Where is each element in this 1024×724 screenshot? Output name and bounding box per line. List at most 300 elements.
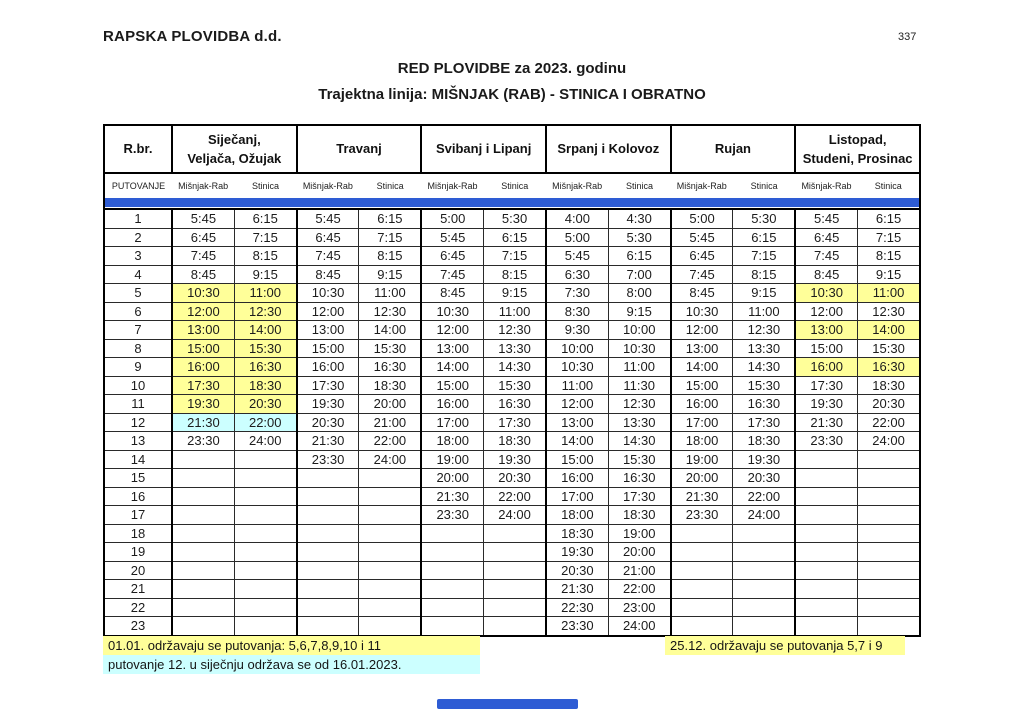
time-cell: 8:45 [297,265,359,284]
timetable-row [104,487,920,506]
direction-column-header: Mišnjak-Rab [676,180,727,191]
time-cell: 9:15 [359,265,421,284]
header-separator-bar [105,198,919,207]
time-cell [234,524,296,543]
time-cell: 23:30 [671,506,733,525]
time-cell [172,487,234,506]
time-cell: 15:30 [858,339,920,358]
time-cell [172,598,234,617]
time-cell: 6:15 [484,228,546,247]
time-cell: 6:15 [733,228,795,247]
timetable-row [104,450,920,469]
time-cell: 17:00 [546,487,608,506]
time-cell [795,617,857,636]
time-cell [421,561,483,580]
timetable-row [104,524,920,543]
time-cell: 12:30 [858,302,920,321]
time-cell: 17:30 [484,413,546,432]
direction-column-header: Stinica [750,180,778,191]
time-cell [359,506,421,525]
time-cell: 24:00 [234,432,296,451]
time-cell: 17:30 [297,376,359,395]
time-cell: 12:30 [234,302,296,321]
month-group-header: Travanj [297,125,422,173]
time-cell: 8:45 [421,284,483,303]
time-cell [671,561,733,580]
time-cell: 22:00 [608,580,670,599]
time-cell: 16:30 [359,358,421,377]
trip-number-cell: 2 [104,228,172,247]
time-cell [297,506,359,525]
time-cell: 15:30 [608,450,670,469]
note-trip-12: putovanje 12. u siječnju održava se od 16.01.2023. [103,655,480,674]
time-cell: 7:30 [546,284,608,303]
trip-number-cell: 3 [104,247,172,266]
time-cell [795,580,857,599]
time-cell: 13:30 [733,339,795,358]
time-cell [234,598,296,617]
time-cell: 18:30 [858,376,920,395]
time-cell [484,524,546,543]
note-december-25th: 25.12. održavaju se putovanja 5,7 i 9 [665,636,905,655]
time-cell: 5:45 [546,247,608,266]
time-cell: 22:00 [359,432,421,451]
time-cell: 5:00 [671,209,733,228]
time-cell: 8:45 [795,265,857,284]
time-cell: 12:00 [546,395,608,414]
time-cell: 20:30 [733,469,795,488]
time-cell [172,469,234,488]
time-cell: 9:15 [858,265,920,284]
time-cell: 6:45 [795,228,857,247]
time-cell: 20:30 [546,561,608,580]
time-cell [671,617,733,636]
time-cell: 9:30 [546,321,608,340]
time-cell: 6:15 [858,209,920,228]
time-cell: 15:30 [484,376,546,395]
time-cell: 5:30 [733,209,795,228]
time-cell [858,487,920,506]
time-cell: 20:30 [484,469,546,488]
time-cell: 16:00 [795,358,857,377]
time-cell [172,580,234,599]
time-cell: 15:00 [421,376,483,395]
time-cell: 23:30 [795,432,857,451]
time-cell [172,524,234,543]
time-cell: 10:30 [795,284,857,303]
month-group-header: Rujan [671,125,796,173]
time-cell [484,561,546,580]
direction-column-header: Mišnjak-Rab [552,180,603,191]
time-cell: 23:30 [421,506,483,525]
time-cell: 24:00 [359,450,421,469]
time-cell: 17:00 [671,413,733,432]
direction-column-header: Stinica [625,180,653,191]
time-cell: 21:30 [795,413,857,432]
header-separator-row [104,197,920,209]
time-cell: 17:30 [733,413,795,432]
time-cell: 17:30 [608,487,670,506]
time-cell [795,487,857,506]
time-cell: 18:30 [359,376,421,395]
time-cell: 11:00 [484,302,546,321]
time-cell: 21:30 [172,413,234,432]
time-cell [359,487,421,506]
time-cell [733,543,795,562]
time-cell: 14:00 [359,321,421,340]
time-cell: 12:30 [608,395,670,414]
time-cell: 20:30 [858,395,920,414]
trip-number-cell: 13 [104,432,172,451]
time-cell: 14:00 [546,432,608,451]
time-cell: 5:00 [546,228,608,247]
time-cell: 15:00 [172,339,234,358]
timetable [103,124,921,637]
time-cell [297,580,359,599]
time-cell [858,506,920,525]
time-cell: 21:30 [421,487,483,506]
time-cell: 6:15 [359,209,421,228]
time-cell [297,617,359,636]
time-cell: 18:00 [671,432,733,451]
time-cell: 13:30 [608,413,670,432]
month-group-header: Srpanj i Kolovoz [546,125,671,173]
time-cell [484,543,546,562]
time-cell [359,543,421,562]
time-cell: 6:45 [421,247,483,266]
time-cell [795,506,857,525]
time-cell [234,450,296,469]
timetable-row [104,506,920,525]
trip-number-cell: 10 [104,376,172,395]
time-cell: 6:15 [234,209,296,228]
time-cell: 12:00 [421,321,483,340]
time-cell: 22:30 [546,598,608,617]
time-cell: 14:00 [671,358,733,377]
time-cell [359,561,421,580]
time-cell [234,580,296,599]
time-cell: 7:15 [733,247,795,266]
time-cell: 5:30 [484,209,546,228]
direction-header-row [104,173,920,197]
doc-subtitle: Trajektna linija: MIŠNJAK (RAB) - STINICA I OBRATNO [318,86,706,103]
time-cell [297,524,359,543]
time-cell: 11:00 [733,302,795,321]
time-cell [671,580,733,599]
time-cell: 19:00 [421,450,483,469]
time-cell [671,598,733,617]
time-cell: 7:45 [671,265,733,284]
time-cell: 19:30 [297,395,359,414]
time-cell: 21:30 [546,580,608,599]
time-cell: 16:30 [234,358,296,377]
time-cell: 9:15 [234,265,296,284]
time-cell [297,469,359,488]
time-cell [359,617,421,636]
time-cell [172,543,234,562]
time-cell: 8:15 [484,265,546,284]
time-cell [733,561,795,580]
time-cell: 23:30 [172,432,234,451]
time-cell: 24:00 [484,506,546,525]
time-cell [359,580,421,599]
trip-number-cell: 18 [104,524,172,543]
time-cell: 21:00 [359,413,421,432]
time-cell [234,487,296,506]
time-cell: 18:00 [546,506,608,525]
time-cell: 6:45 [172,228,234,247]
time-cell: 7:45 [421,265,483,284]
time-cell: 8:30 [546,302,608,321]
trip-number-cell: 14 [104,450,172,469]
time-cell: 19:30 [546,543,608,562]
direction-column-header: Stinica [501,180,529,191]
timetable-row [104,302,920,321]
timetable-row [104,543,920,562]
time-cell [671,543,733,562]
time-cell: 16:30 [733,395,795,414]
direction-column-header: Stinica [858,173,920,197]
month-group-header-row [104,125,920,173]
time-cell: 22:00 [234,413,296,432]
time-cell: 23:30 [546,617,608,636]
time-cell: 13:00 [172,321,234,340]
timetable-row [104,580,920,599]
time-cell [858,524,920,543]
time-cell: 21:30 [671,487,733,506]
timetable-row [104,321,920,340]
time-cell [795,450,857,469]
time-cell: 13:30 [484,339,546,358]
time-cell [858,543,920,562]
time-cell: 19:30 [733,450,795,469]
bottom-blue-bar [437,699,578,709]
time-cell: 24:00 [858,432,920,451]
doc-title: RED PLOVIDBE za 2023. godinu [397,60,627,77]
time-cell: 16:00 [172,358,234,377]
time-cell: 14:00 [234,321,296,340]
time-cell: 8:45 [172,265,234,284]
time-cell: 16:00 [421,395,483,414]
time-cell: 18:30 [733,432,795,451]
trip-number-cell: 9 [104,358,172,377]
timetable-row [104,469,920,488]
time-cell: 20:00 [359,395,421,414]
trip-number-cell: 16 [104,487,172,506]
time-cell: 20:00 [671,469,733,488]
time-cell: 10:30 [608,339,670,358]
time-cell: 7:45 [795,247,857,266]
time-cell [172,450,234,469]
time-cell: 22:00 [484,487,546,506]
time-cell: 11:30 [608,376,670,395]
timetable-row [104,228,920,247]
timetable-row [104,376,920,395]
time-cell: 8:45 [671,284,733,303]
trip-number-cell: 19 [104,543,172,562]
trip-number-cell: 22 [104,598,172,617]
time-cell: 10:00 [546,339,608,358]
time-cell: 14:30 [733,358,795,377]
time-cell: 16:30 [484,395,546,414]
time-cell [421,617,483,636]
time-cell: 8:00 [608,284,670,303]
time-cell [733,598,795,617]
time-cell: 7:45 [172,247,234,266]
time-cell: 14:00 [858,321,920,340]
time-cell [795,598,857,617]
time-cell: 10:30 [172,284,234,303]
time-cell: 5:30 [608,228,670,247]
time-cell [234,469,296,488]
time-cell: 10:30 [671,302,733,321]
time-cell: 9:15 [733,284,795,303]
time-cell: 15:00 [297,339,359,358]
row-number-header: R.br. [104,125,172,173]
time-cell: 7:15 [484,247,546,266]
time-cell [858,580,920,599]
time-cell: 18:30 [608,506,670,525]
trip-number-cell: 11 [104,395,172,414]
time-cell: 6:30 [546,265,608,284]
month-group-header: Svibanj i Lipanj [421,125,546,173]
time-cell [421,580,483,599]
time-cell: 10:00 [608,321,670,340]
time-cell: 13:00 [795,321,857,340]
time-cell: 15:30 [234,339,296,358]
timetable-row [104,209,920,228]
time-cell: 15:30 [359,339,421,358]
time-cell [795,543,857,562]
time-cell [733,524,795,543]
time-cell: 20:30 [234,395,296,414]
time-cell: 16:00 [546,469,608,488]
time-cell: 24:00 [608,617,670,636]
direction-column-header: Stinica [376,180,404,191]
time-cell: 11:00 [858,284,920,303]
trip-number-cell: 15 [104,469,172,488]
time-cell: 5:45 [297,209,359,228]
time-cell: 15:00 [546,450,608,469]
time-cell [297,487,359,506]
timetable-row [104,598,920,617]
time-cell: 7:45 [297,247,359,266]
trip-number-cell: 5 [104,284,172,303]
time-cell [234,506,296,525]
time-cell: 9:15 [608,302,670,321]
timetable-row [104,617,920,636]
time-cell: 21:00 [608,561,670,580]
time-cell [421,543,483,562]
timetable-row [104,561,920,580]
time-cell: 11:00 [359,284,421,303]
time-cell: 8:15 [733,265,795,284]
timetable-row [104,339,920,358]
time-cell [359,598,421,617]
time-cell: 22:00 [733,487,795,506]
time-cell: 18:30 [484,432,546,451]
time-cell [733,580,795,599]
trip-number-cell: 12 [104,413,172,432]
time-cell [421,598,483,617]
timetable-body [104,209,920,636]
trip-number-cell: 21 [104,580,172,599]
month-group-header: Listopad, Studeni, Prosinac [795,125,920,173]
time-cell [297,561,359,580]
time-cell: 7:15 [234,228,296,247]
time-cell: 20:00 [421,469,483,488]
time-cell: 15:00 [671,376,733,395]
timetable-row [104,432,920,451]
time-cell [359,524,421,543]
time-cell [484,598,546,617]
time-cell [172,561,234,580]
time-cell [795,524,857,543]
timetable-row [104,284,920,303]
time-cell [359,469,421,488]
time-cell [671,524,733,543]
time-cell: 6:15 [608,247,670,266]
time-cell: 23:00 [608,598,670,617]
time-cell [421,524,483,543]
time-cell: 19:00 [671,450,733,469]
time-cell: 15:30 [733,376,795,395]
timetable-row [104,395,920,414]
time-cell: 16:30 [608,469,670,488]
time-cell [297,598,359,617]
time-cell: 12:30 [484,321,546,340]
time-cell [858,617,920,636]
time-cell: 5:45 [671,228,733,247]
time-cell: 5:45 [172,209,234,228]
time-cell: 23:30 [297,450,359,469]
trip-number-cell: 7 [104,321,172,340]
time-cell: 14:00 [421,358,483,377]
timetable-row [104,413,920,432]
time-cell: 20:00 [608,543,670,562]
trip-column-header: PUTOVANJE [104,173,172,197]
time-cell: 14:30 [608,432,670,451]
month-group-header: Siječanj, Veljača, Ožujak [172,125,297,173]
time-cell [484,617,546,636]
trip-number-cell: 17 [104,506,172,525]
time-cell: 20:30 [297,413,359,432]
time-cell: 12:00 [671,321,733,340]
time-cell [733,617,795,636]
time-cell [484,580,546,599]
time-cell: 18:30 [546,524,608,543]
time-cell: 19:00 [608,524,670,543]
time-cell: 9:15 [484,284,546,303]
trip-number-cell: 8 [104,339,172,358]
time-cell: 7:15 [858,228,920,247]
time-cell: 11:00 [546,376,608,395]
time-cell [795,561,857,580]
time-cell: 15:00 [795,339,857,358]
time-cell: 8:15 [234,247,296,266]
time-cell: 8:15 [858,247,920,266]
time-cell: 8:15 [359,247,421,266]
time-cell [858,561,920,580]
time-cell: 10:30 [421,302,483,321]
time-cell: 10:30 [546,358,608,377]
timetable-row [104,247,920,266]
time-cell: 12:00 [795,302,857,321]
time-cell: 12:00 [297,302,359,321]
time-cell: 12:30 [359,302,421,321]
trip-number-cell: 4 [104,265,172,284]
time-cell: 5:45 [795,209,857,228]
